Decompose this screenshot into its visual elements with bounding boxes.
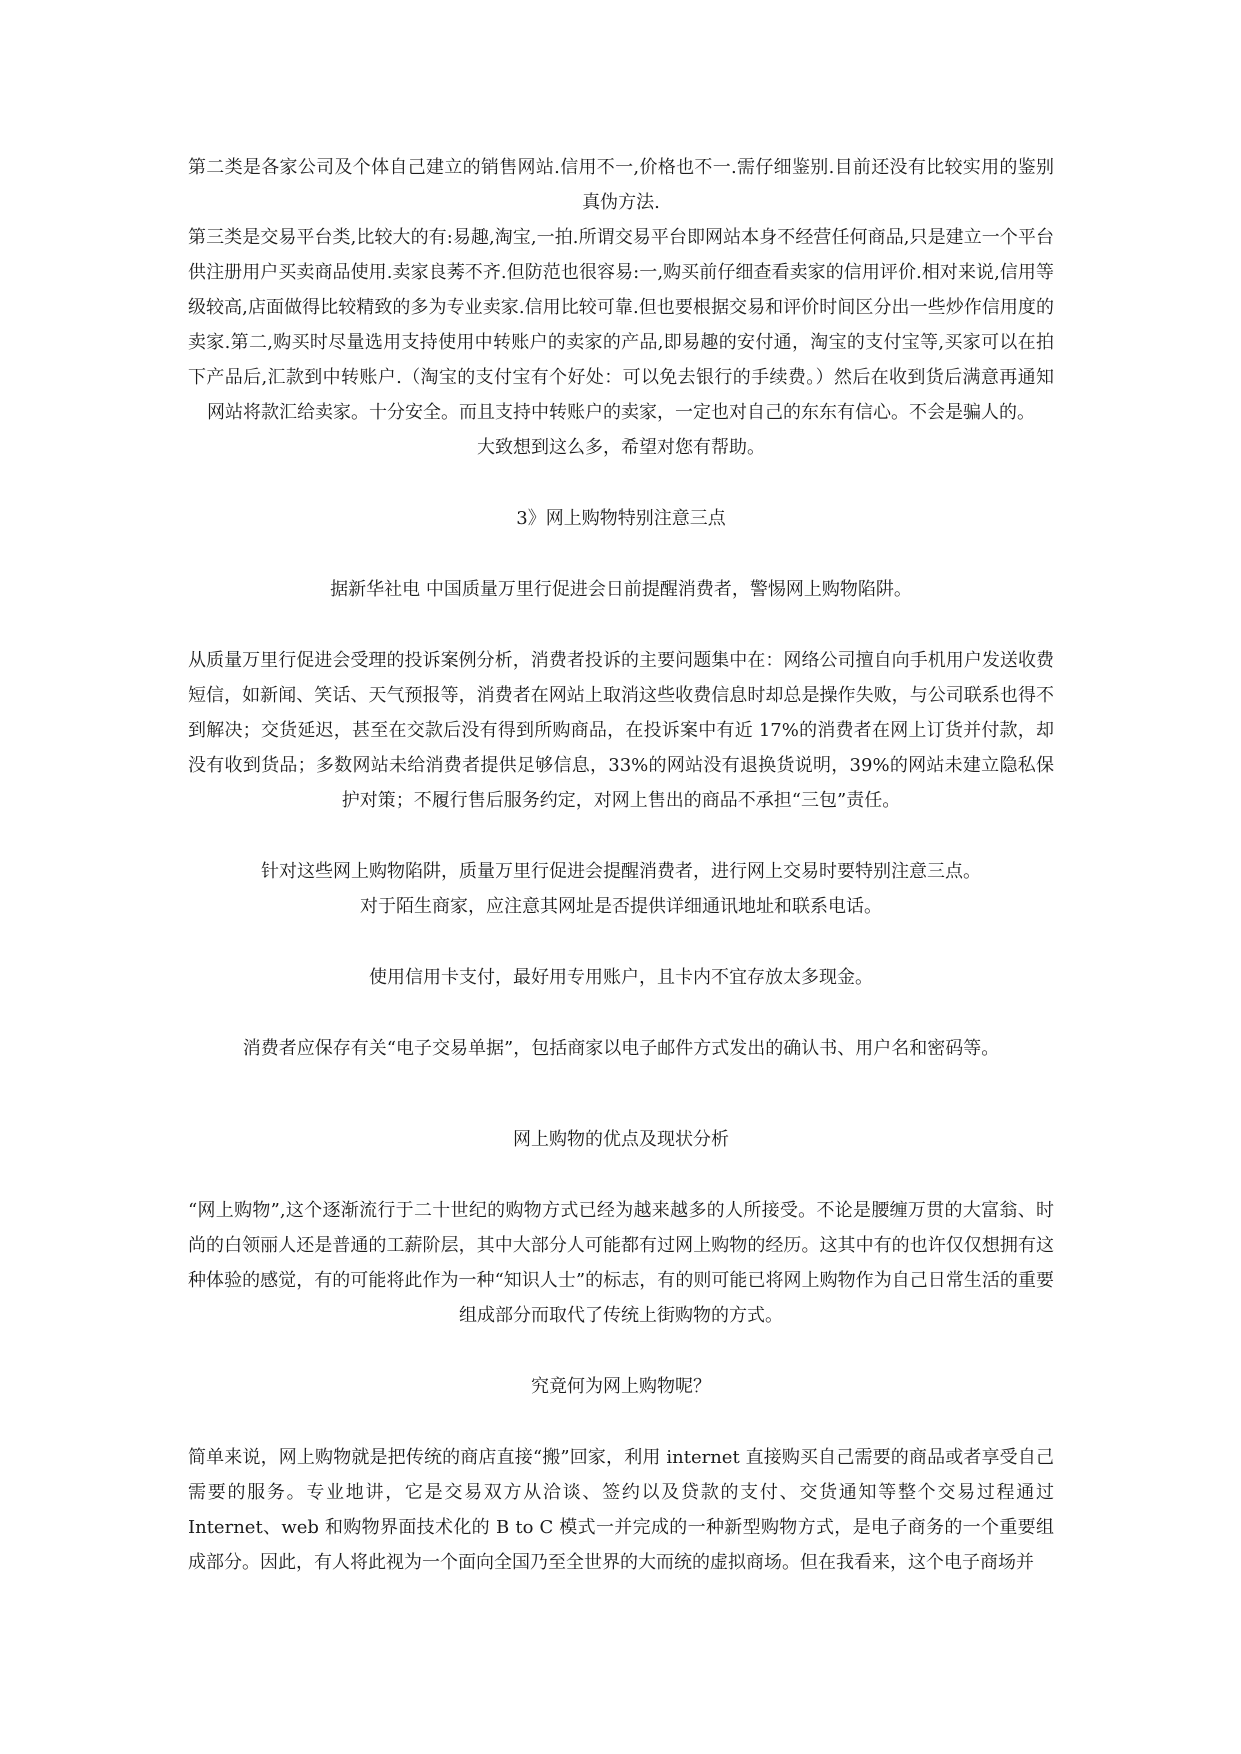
paragraph-third-type: 第三类是交易平台类,比较大的有:易趣,淘宝,一拍.所谓交易平台即网站本身不经营任何商品,只是建立一个平台供注册用户买卖商品使用.卖家良莠不齐.但防范也很容易:一,购买前仔细查看卖家的信用评价.相对来说,信用等级较高,店面做得比较精致的多为专业卖家.信用比较可靠.但也要根据交易和评价时间区分出一些炒作信用度的卖家.第二,购买时尽量选用支持使用中转账户的卖家的产品,即易趣的安付通，淘宝的支付宝等,买家可以在拍下产品后,汇款到中转账户.（淘宝的支付宝有个好处：可以免去银行的手续费。）然后在收到货后满意再通知网站将款汇给卖家。十分安全。而且支持中转账户的卖家，一定也对自己的东东有信心。不会是骗人的。 [188, 227, 1054, 423]
section-heading-three-points: 3》网上购物特别注意三点 [516, 508, 726, 529]
section-heading-what-is: 究竟何为网上购物呢？ [531, 1376, 711, 1397]
paragraph-point-one: 对于陌生商家，应注意其网址是否提供详细通讯地址和联系电话。 [360, 896, 882, 917]
paragraph-point-three: 消费者应保存有关“电子交易单据”，包括商家以电子邮件方式发出的确认书、用户名和密码等。 [242, 1038, 1000, 1059]
document-page [188, 150, 1054, 1580]
paragraph-second-type: 第二类是各家公司及个体自己建立的销售网站.信用不一,价格也不一.需仔细鉴别.目前还没有比较实用的鉴别真伪方法. [188, 157, 1054, 213]
paragraph-definition: 简单来说，网上购物就是把传统的商店直接“搬”回家，利用 internet 直接购买自己需要的商品或者享受自己需要的服务。专业地讲，它是交易双方从洽谈、签约以及贷款的支付、交货通知等整个交易过程通过 Internet、web 和购物界面技术化的 B to C 模式一并完成的一种新型购物方式，是电子商务的一个重要组成部分。因此，有人将此视为一个面向全国乃至全世界的大而统的虚拟商场。但在我看来，这个电子商场并 [188, 1447, 1054, 1573]
paragraph-point-two: 使用信用卡支付，最好用专用账户，且卡内不宜存放太多现金。 [369, 967, 873, 988]
paragraph-online-shopping-popularity: “网上购物”,这个逐渐流行于二十世纪的购物方式已经为越来越多的人所接受。不论是腰缠万贯的大富翁、时尚的白领丽人还是普通的工薪阶层，其中大部分人可能都有过网上购物的经历。这其中有的也许仅仅想拥有这种体验的感觉，有的可能将此作为一种“知识人士”的标志，有的则可能已将网上购物作为自己日常生活的重要组成部分而取代了传统上街购物的方式。 [188, 1200, 1054, 1326]
paragraph-xinhua-report: 据新华社电 中国质量万里行促进会日前提醒消费者，警惕网上购物陷阱。 [330, 579, 912, 600]
paragraph-complaint-analysis: 从质量万里行促进会受理的投诉案例分析，消费者投诉的主要问题集中在：网络公司擅自向手机用户发送收费短信，如新闻、笑话、天气预报等，消费者在网站上取消这些收费信息时却总是操作失败，与公司联系也得不到解决；交货延迟，甚至在交款后没有得到所购商品，在投诉案中有近 17%的消费者在网上订货并付款，却没有收到货品；多数网站未给消费者提供足够信息，33%的网站没有退换货说明，39%的网站未建立隐私保护对策；不履行售后服务约定，对网上售出的商品不承担“三包”责任。 [188, 650, 1054, 811]
section-heading-advantages: 网上购物的优点及现状分析 [513, 1129, 729, 1150]
paragraph-reminder-intro: 针对这些网上购物陷阱，质量万里行促进会提醒消费者，进行网上交易时要特别注意三点。 [261, 861, 981, 882]
paragraph-closing-remark: 大致想到这么多，希望对您有帮助。 [477, 437, 765, 458]
